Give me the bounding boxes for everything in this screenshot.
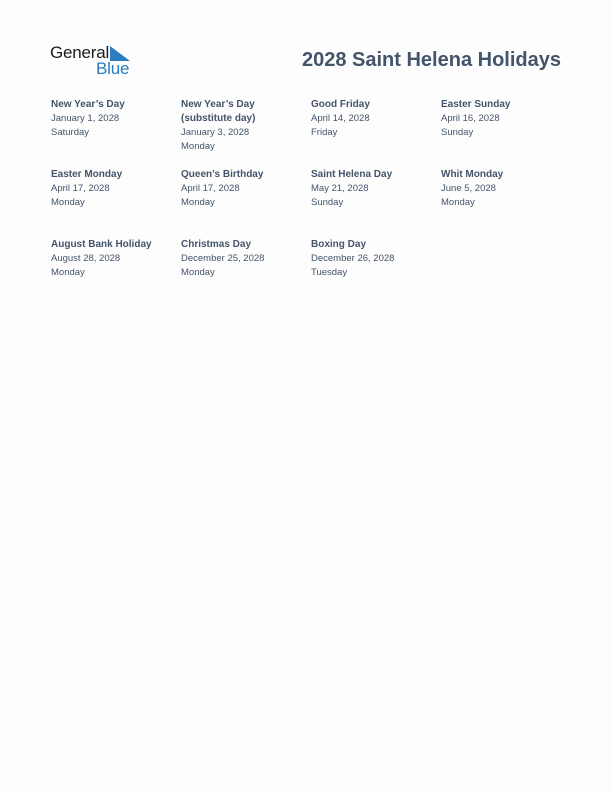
holiday-name: Easter Monday — [51, 169, 123, 180]
holiday-weekday: Saturday — [51, 126, 90, 138]
holiday-weekday: Monday — [51, 196, 85, 208]
holiday-item — [311, 238, 441, 308]
holiday-list — [51, 98, 571, 308]
holiday-item — [51, 168, 181, 238]
holiday-weekday: Monday — [181, 266, 215, 278]
holiday-item — [181, 168, 311, 238]
holiday-weekday: Friday — [311, 126, 338, 138]
holiday-item — [51, 238, 181, 308]
holiday-weekday: Sunday — [441, 126, 474, 138]
logo-text-general: General — [50, 43, 110, 62]
holiday-item — [441, 168, 571, 238]
holiday-name: Queen’s Birthday — [181, 169, 264, 180]
holiday-name: Saint Helena Day — [311, 169, 393, 180]
holiday-weekday: Monday — [51, 266, 85, 278]
holiday-name: Christmas Day — [181, 239, 252, 250]
generalblue-logo — [50, 43, 134, 77]
holiday-date: January 1, 2028 — [51, 113, 120, 124]
holiday-date: January 3, 2028 — [181, 127, 250, 138]
holiday-item — [311, 168, 441, 238]
holiday-date: April 14, 2028 — [311, 113, 370, 124]
holiday-date: April 17, 2028 — [181, 183, 240, 194]
holiday-date: April 17, 2028 — [51, 183, 110, 194]
holiday-weekday: Tuesday — [311, 266, 348, 278]
holiday-date: June 5, 2028 — [441, 183, 496, 194]
holiday-date: May 21, 2028 — [311, 183, 369, 194]
holiday-weekday: Monday — [441, 196, 475, 208]
holiday-item — [441, 98, 571, 168]
holiday-item — [51, 98, 181, 168]
holiday-date: December 25, 2028 — [181, 253, 265, 264]
holiday-weekday: Sunday — [311, 196, 344, 208]
holiday-date: December 26, 2028 — [311, 253, 395, 264]
holiday-name: Easter Sunday — [441, 99, 511, 110]
holiday-name: Whit Monday — [441, 169, 504, 180]
holiday-weekday: Monday — [181, 140, 215, 152]
logo-text-blue: Blue — [96, 59, 130, 78]
holiday-item — [181, 238, 311, 308]
holiday-weekday: Monday — [181, 196, 215, 208]
holiday-name: August Bank Holiday — [51, 239, 152, 250]
holiday-date: April 16, 2028 — [441, 113, 500, 124]
holiday-date: August 28, 2028 — [51, 253, 121, 264]
holiday-name: Boxing Day — [311, 239, 367, 250]
holiday-item — [311, 98, 441, 168]
holiday-item — [181, 98, 311, 168]
holiday-name: New Year’s Day (substitute day) — [181, 99, 256, 124]
holiday-name: New Year’s Day — [51, 99, 125, 110]
holiday-name: Good Friday — [311, 99, 370, 110]
page-title: 2028 Saint Helena Holidays — [301, 49, 561, 71]
